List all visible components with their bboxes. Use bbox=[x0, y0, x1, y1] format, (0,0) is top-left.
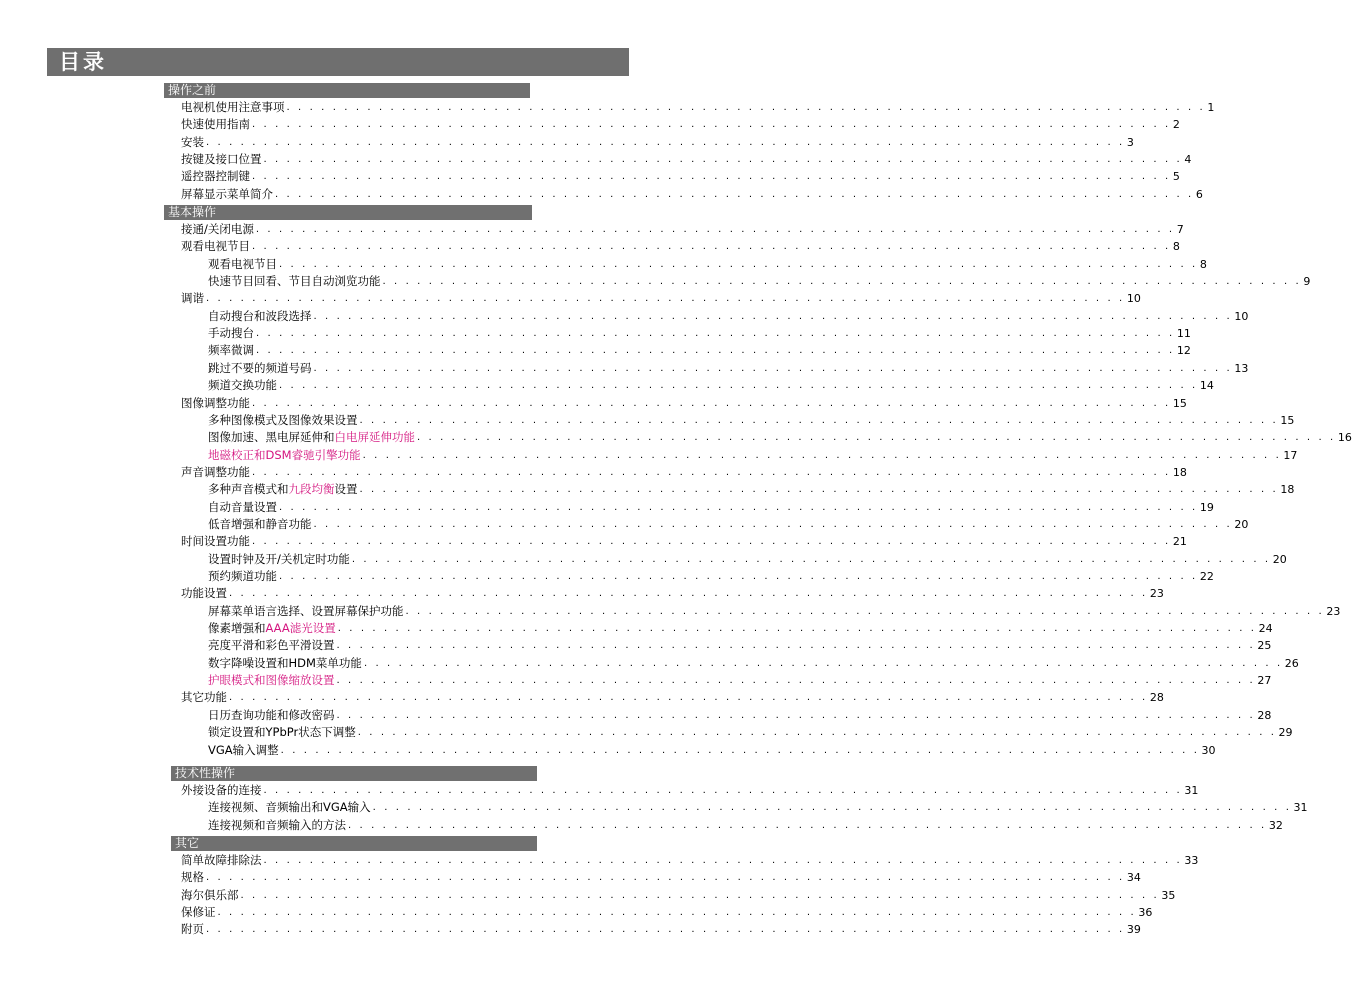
entry-text: 电视机使用注意事项 bbox=[181, 100, 285, 114]
page-number: 26 bbox=[1284, 656, 1299, 670]
entry-text: 声音调整功能 bbox=[181, 464, 250, 479]
entry-text: 设置时钟及开/关机定时功能 bbox=[208, 551, 350, 566]
toc-entry[interactable] bbox=[208, 377, 1214, 394]
entry-text: 保修证 bbox=[181, 905, 216, 920]
toc-entry[interactable] bbox=[208, 742, 1216, 759]
page-number: 8 bbox=[1199, 257, 1207, 271]
toc-entry[interactable] bbox=[208, 360, 1249, 377]
toc-entry[interactable] bbox=[181, 238, 1180, 255]
entry-text: 其它功能 bbox=[181, 690, 227, 705]
toc-entry[interactable] bbox=[181, 921, 1141, 938]
page-number: 30 bbox=[1201, 743, 1216, 757]
toc-entry[interactable] bbox=[208, 447, 1298, 464]
section-header bbox=[164, 205, 532, 220]
page-number: 21 bbox=[1172, 535, 1187, 549]
entry-text: 功能设置 bbox=[181, 586, 227, 601]
entry-text: 图像加速、黑电屏延伸和 bbox=[208, 430, 335, 445]
dot-leader: . . . . . . . . . . . . . . . . . . . . . . . . . . . . . . . . . . . . . . . . . . . . . . . . . . . . . . . . . . . . . . . . . . . . . . . . . . . . . . . . bbox=[256, 328, 1175, 340]
toc-entry-title bbox=[208, 516, 312, 533]
dot-leader: . . . . . . . . . . . . . . . . . . . . . . . . . . . . . . . . . . . . . . . . . . . . . . . . . . . . . . . . . . . . . . . . . . . . . . . . . . . . . . . . bbox=[229, 588, 1148, 600]
page-number: 8 bbox=[1172, 240, 1180, 254]
entry-text: 按键及接口位置 bbox=[181, 152, 262, 167]
toc-entry-title bbox=[181, 99, 285, 116]
page-number: 1 bbox=[1207, 101, 1215, 114]
toc-entry-title bbox=[181, 464, 250, 481]
dot-leader: . . . . . . . . . . . . . . . . . . . . . . . . . . . . . . . . . . . . . . . . . . . . . . . . . . . . . . . . . . . . . . . . . . . . . . . . . . . . . . . . bbox=[357, 727, 1277, 739]
toc-entry[interactable] bbox=[181, 151, 1192, 168]
toc-entry[interactable] bbox=[208, 499, 1214, 516]
toc-entry[interactable] bbox=[181, 99, 1215, 116]
page-number: 17 bbox=[1283, 448, 1298, 462]
toc-entry-title bbox=[181, 238, 250, 255]
section-heading: 操作之前 bbox=[168, 83, 217, 97]
toc-entry[interactable] bbox=[208, 481, 1295, 498]
page-number: 28 bbox=[1257, 708, 1272, 722]
toc-entry[interactable] bbox=[181, 904, 1153, 921]
toc-entry[interactable] bbox=[181, 585, 1164, 602]
entry-text: 低音增强和静音功能 bbox=[208, 516, 312, 531]
highlighted-text: 地磁校正和DSM睿驰引擎功能 bbox=[208, 447, 361, 462]
page-number: 24 bbox=[1258, 622, 1273, 636]
section-header bbox=[171, 766, 537, 781]
entry-text: 遥控器控制键 bbox=[181, 169, 250, 184]
dot-leader: . . . . . . . . . . . . . . . . . . . . . . . . . . . . . . . . . . . . . . . . . . . . . . . . . . . . . . . . . . . . . . . . . . . . . . . . . . . . . . . . bbox=[252, 536, 1171, 548]
entry-text: 频率微调 bbox=[208, 343, 254, 358]
page-number: 10 bbox=[1126, 292, 1141, 306]
toc-entry[interactable] bbox=[208, 603, 1341, 620]
toc-entry-title bbox=[181, 904, 216, 921]
dot-leader: . . . . . . . . . . . . . . . . . . . . . . . . . . . . . . . . . . . . . . . . . . . . . . . . . . . . . . . . . . . . . . . . . . . . . . . . . . . . . . . . bbox=[313, 310, 1233, 322]
toc-entry-title bbox=[181, 221, 254, 238]
toc-entry-title bbox=[181, 151, 262, 168]
dot-leader: . . . . . . . . . . . . . . . . . . . . . . . . . . . . . . . . . . . . . . . . . . . . . . . . . . . . . . . . . . . . . . . . . . . . . . . . . . . . . . . . bbox=[313, 362, 1233, 374]
toc-entry-title bbox=[208, 342, 254, 359]
dot-leader: . . . . . . . . . . . . . . . . . . . . . . . . . . . . . . . . . . . . . . . . . . . . . . . . . . . . . . . . . . . . . . . . . . . . . . . . . . . . . . . . bbox=[286, 102, 1206, 113]
page-number: 22 bbox=[1199, 570, 1214, 583]
dot-leader: . . . . . . . . . . . . . . . . . . . . . . . . . . . . . . . . . . . . . . . . . . . . . . . . . . . . . . . . . . . . . . . . . . . . . . . . . . . . . . . . bbox=[359, 414, 1279, 426]
page-number: 19 bbox=[1199, 500, 1214, 514]
page-number: 13 bbox=[1234, 361, 1249, 375]
entry-text: 频道交换功能 bbox=[208, 378, 277, 393]
dot-leader: . . . . . . . . . . . . . . . . . . . . . . . . . . . . . . . . . . . . . . . . . . . . . . . . . . . . . . . . . . . . . . . . . . . . . . . . . . . . . . . . bbox=[252, 119, 1171, 131]
toc-entry-title bbox=[181, 533, 250, 550]
entry-text: 附页 bbox=[181, 922, 204, 937]
entry-text: 亮度平滑和彩色平滑设置 bbox=[208, 638, 335, 653]
page-number: 4 bbox=[1184, 153, 1192, 167]
page-number: 29 bbox=[1278, 726, 1293, 740]
highlighted-text: 护眼模式和图像缩放设置 bbox=[208, 673, 335, 688]
dot-leader: . . . . . . . . . . . . . . . . . . . . . . . . . . . . . . . . . . . . . . . . . . . . . . . . . . . . . . . . . . . . . . . . . . . . . . . . . . . . . . . . bbox=[280, 744, 1200, 756]
entry-text: 多种图像模式及图像效果设置 bbox=[208, 412, 358, 427]
dot-leader: . . . . . . . . . . . . . . . . . . . . . . . . . . . . . . . . . . . . . . . . . . . . . . . . . . . . . . . . . . . . . . . . . . . . . . . . . . . . . . . . bbox=[336, 709, 1256, 721]
entry-text: 快速使用指南 bbox=[181, 117, 250, 132]
toc-entry[interactable] bbox=[181, 186, 1203, 203]
toc-entry[interactable] bbox=[208, 568, 1214, 585]
page-number: 12 bbox=[1176, 344, 1191, 358]
dot-leader: . . . . . . . . . . . . . . . . . . . . . . . . . . . . . . . . . . . . . . . . . . . . . . . . . . . . . . . . . . . . . . . . . . . . . . . . . . . . . . . . bbox=[206, 136, 1125, 148]
page-number: 31 bbox=[1293, 801, 1308, 815]
dot-leader: . . . . . . . . . . . . . . . . . . . . . . . . . . . . . . . . . . . . . . . . . . . . . . . . . . . . . . . . . . . . . . . . . . . . . . . . . . . . . . . . bbox=[229, 692, 1148, 704]
toc-entry[interactable] bbox=[208, 707, 1272, 724]
entry-text: 手动搜台 bbox=[208, 326, 254, 341]
toc-entry[interactable] bbox=[181, 689, 1164, 706]
page-number: 11 bbox=[1176, 327, 1191, 341]
toc-entry-title bbox=[208, 377, 277, 394]
toc-entry-title bbox=[208, 707, 335, 724]
page-number: 20 bbox=[1272, 552, 1287, 566]
dot-leader: . . . . . . . . . . . . . . . . . . . . . . . . . . . . . . . . . . . . . . . . . . . . . . . . . . . . . . . . . . . . . . . . . . . . . . . . . . . . . . . . bbox=[337, 623, 1257, 635]
page-number: 7 bbox=[1176, 223, 1184, 236]
toc-entry[interactable] bbox=[181, 116, 1180, 133]
dot-leader: . . . . . . . . . . . . . . . . . . . . . . . . . . . . . . . . . . . . . . . . . . . . . . . . . . . . . . . . . . . . . . . . . . . . . . . . . . . . . . . . bbox=[263, 154, 1183, 166]
toc-entry-title bbox=[208, 672, 335, 689]
page-number: 16 bbox=[1337, 431, 1352, 445]
toc-entry-title bbox=[208, 724, 356, 741]
toc-entry-title bbox=[208, 447, 361, 464]
toc-entry[interactable] bbox=[208, 672, 1272, 689]
page-number: 27 bbox=[1257, 674, 1272, 688]
section-heading: 技术性操作 bbox=[175, 766, 236, 780]
entry-text: 海尔俱乐部 bbox=[181, 887, 239, 902]
section-header bbox=[171, 836, 537, 851]
page-number: 39 bbox=[1126, 923, 1141, 937]
toc-entry[interactable] bbox=[208, 342, 1191, 359]
toc-entry-title bbox=[181, 887, 239, 904]
entry-text: 连接视频、音频输出和VGA输入 bbox=[208, 800, 371, 815]
entry-text: 屏幕菜单语言选择、设置屏幕保护功能 bbox=[208, 603, 404, 618]
page-number: 25 bbox=[1257, 639, 1272, 653]
entry-text: 多种声音模式和 bbox=[208, 482, 289, 497]
page-number: 23 bbox=[1326, 604, 1341, 618]
dot-leader: . . . . . . . . . . . . . . . . . . . . . . . . . . . . . . . . . . . . . . . . . . . . . . . . . . . . . . . . . . . . . . . . . . . . . . . . . . . . . . . . bbox=[240, 889, 1160, 901]
toc-entry-title bbox=[181, 168, 250, 185]
toc-entry-title bbox=[181, 921, 204, 938]
entry-text: 屏幕显示菜单简介 bbox=[181, 186, 273, 201]
page-number: 28 bbox=[1149, 691, 1164, 705]
section-heading: 基本操作 bbox=[168, 205, 217, 219]
page-number: 10 bbox=[1234, 309, 1249, 323]
dot-leader: . . . . . . . . . . . . . . . . . . . . . . . . . . . . . . . . . . . . . . . . . . . . . . . . . . . . . . . . . . . . . . . . . . . . . . . . . . . . . . . . bbox=[351, 553, 1271, 565]
title-bar bbox=[47, 48, 629, 76]
entry-text: 日历查询功能和修改密码 bbox=[208, 707, 335, 722]
toc-entry[interactable] bbox=[208, 256, 1207, 273]
toc-entry[interactable] bbox=[208, 325, 1191, 342]
entry-text: VGA输入调整 bbox=[208, 742, 279, 757]
entry-text: 预约频道功能 bbox=[208, 569, 277, 583]
toc-entry[interactable] bbox=[181, 782, 1199, 799]
toc-entry-title bbox=[208, 273, 381, 290]
highlighted-text: AAA滤光设置 bbox=[265, 621, 336, 636]
dot-leader: . . . . . . . . . . . . . . . . . . . . . . . . . . . . . . . . . . . . . . . . . . . . . . . . . . . . . . . . . . . . . . . . . . . . . . . . . . . . . . . . bbox=[263, 855, 1183, 866]
entry-text: 锁定设置和YPbPr状态下调整 bbox=[208, 725, 356, 740]
toc-entry-title bbox=[208, 360, 312, 377]
toc-entry-title bbox=[208, 325, 254, 342]
toc-entry-title bbox=[208, 308, 312, 325]
section-header bbox=[164, 83, 530, 98]
toc-entry[interactable] bbox=[208, 637, 1272, 654]
toc-entry[interactable] bbox=[181, 134, 1134, 151]
entry-text: 自动搜台和波段选择 bbox=[208, 308, 312, 323]
toc-entry-title bbox=[208, 568, 277, 585]
page-number: 3 bbox=[1126, 135, 1134, 149]
toc-entry[interactable] bbox=[181, 852, 1199, 869]
toc-entry-title bbox=[208, 429, 415, 446]
page-number: 31 bbox=[1184, 784, 1199, 797]
toc-entry-title bbox=[208, 655, 362, 672]
highlighted-text: 白电屏延伸功能 bbox=[334, 430, 415, 445]
toc-entry[interactable] bbox=[181, 869, 1141, 886]
toc-entry[interactable] bbox=[208, 817, 1283, 834]
dot-leader: . . . . . . . . . . . . . . . . . . . . . . . . . . . . . . . . . . . . . . . . . . . . . . . . . . . . . . . . . . . . . . . . . . . . . . . . . . . . . . . . bbox=[206, 872, 1125, 884]
dot-leader: . . . . . . . . . . . . . . . . . . . . . . . . . . . . . . . . . . . . . . . . . . . . . . . . . . . . . . . . . . . . . . . . . . . . . . . . . . . . . . . . bbox=[252, 171, 1171, 183]
toc-entry[interactable] bbox=[208, 799, 1308, 816]
toc-entry-title bbox=[181, 116, 250, 133]
dot-leader: . . . . . . . . . . . . . . . . . . . . . . . . . . . . . . . . . . . . . . . . . . . . . . . . . . . . . . . . . . . . . . . . . . . . . . . . . . . . . . . . bbox=[255, 224, 1175, 235]
toc-entry-title bbox=[181, 782, 262, 799]
page-number: 23 bbox=[1149, 587, 1164, 601]
entry-text: 快速节目回看、节目自动浏览功能 bbox=[208, 274, 381, 289]
dot-leader: . . . . . . . . . . . . . . . . . . . . . . . . . . . . . . . . . . . . . . . . . . . . . . . . . . . . . . . . . . . . . . . . . . . . . . . . . . . . . . . . bbox=[372, 802, 1292, 814]
entry-text: 像素增强和 bbox=[208, 621, 266, 636]
entry-text: 规格 bbox=[181, 870, 204, 885]
entry-text: 接通/关闭电源 bbox=[181, 222, 254, 236]
dot-leader: . . . . . . . . . . . . . . . . . . . . . . . . . . . . . . . . . . . . . . . . . . . . . . . . . . . . . . . . . . . . . . . . . . . . . . . . . . . . . . . . bbox=[217, 907, 1137, 919]
toc-entry[interactable] bbox=[208, 620, 1273, 637]
dot-leader: . . . . . . . . . . . . . . . . . . . . . . . . . . . . . . . . . . . . . . . . . . . . . . . . . . . . . . . . . . . . . . . . . . . . . . . . . . . . . . . . bbox=[405, 605, 1325, 617]
toc-entry[interactable] bbox=[208, 412, 1295, 429]
entry-text: 观看电视节目 bbox=[181, 239, 250, 254]
page-number: 15 bbox=[1280, 413, 1295, 427]
page-number: 2 bbox=[1172, 118, 1180, 132]
toc-entry-title bbox=[208, 637, 335, 654]
toc-entry[interactable] bbox=[181, 290, 1141, 307]
entry-text: 数字降噪设置和HDM菜单功能 bbox=[208, 655, 362, 670]
page-number: 5 bbox=[1172, 170, 1180, 184]
toc-entry[interactable] bbox=[181, 887, 1176, 904]
toc-entry-title bbox=[208, 742, 279, 759]
toc-entry[interactable] bbox=[181, 464, 1187, 481]
dot-leader: . . . . . . . . . . . . . . . . . . . . . . . . . . . . . . . . . . . . . . . . . . . . . . . . . . . . . . . . . . . . . . . . . . . . . . . . . . . . . . . . bbox=[359, 484, 1279, 496]
toc-entry-title bbox=[208, 256, 277, 273]
highlighted-text: 九段均衡 bbox=[288, 482, 335, 497]
entry-text: 自动音量设置 bbox=[208, 499, 277, 514]
dot-leader: . . . . . . . . . . . . . . . . . . . . . . . . . . . . . . . . . . . . . . . . . . . . . . . . . . . . . . . . . . . . . . . . . . . . . . . . . . . . . . . . bbox=[363, 657, 1283, 669]
toc-entry-title bbox=[181, 689, 227, 706]
toc-entry-title bbox=[208, 499, 277, 516]
toc-entry[interactable] bbox=[208, 273, 1311, 290]
entry-text: 设置 bbox=[334, 482, 358, 497]
dot-leader: . . . . . . . . . . . . . . . . . . . . . . . . . . . . . . . . . . . . . . . . . . . . . . . . . . . . . . . . . . . . . . . . . . . . . . . . . . . . . . . . bbox=[313, 518, 1233, 530]
dot-leader: . . . . . . . . . . . . . . . . . . . . . . . . . . . . . . . . . . . . . . . . . . . . . . . . . . . . . . . . . . . . . . . . . . . . . . . . . . . . . . . . bbox=[263, 785, 1183, 796]
entry-text: 调谐 bbox=[181, 291, 204, 306]
toc-entry-title bbox=[181, 869, 204, 886]
toc-entry-title bbox=[208, 817, 346, 834]
toc-entry-title bbox=[208, 551, 350, 568]
dot-leader: . . . . . . . . . . . . . . . . . . . . . . . . . . . . . . . . . . . . . . . . . . . . . . . . . . . . . . . . . . . . . . . . . . . . . . . . . . . . . . . . bbox=[275, 188, 1194, 200]
page-number: 33 bbox=[1184, 854, 1199, 867]
page-number: 32 bbox=[1268, 818, 1283, 832]
page-number: 6 bbox=[1195, 187, 1203, 201]
toc-entry-title bbox=[181, 186, 273, 203]
page-number: 15 bbox=[1172, 396, 1187, 410]
dot-leader: . . . . . . . . . . . . . . . . . . . . . . . . . . . . . . . . . . . . . . . . . . . . . . . . . . . . . . . . . . . . . . . . . . . . . . . . . . . . . . . . bbox=[252, 397, 1171, 409]
page-number: 18 bbox=[1280, 483, 1295, 497]
page-number: 9 bbox=[1303, 275, 1311, 289]
toc-entry-title bbox=[181, 290, 204, 307]
dot-leader: . . . . . . . . . . . . . . . . . . . . . . . . . . . . . . . . . . . . . . . . . . . . . . . . . . . . . . . . . . . . . . . . . . . . . . . . . . . . . . . . bbox=[252, 466, 1171, 478]
toc-entry[interactable] bbox=[181, 221, 1184, 238]
entry-text: 外接设备的连接 bbox=[181, 783, 262, 797]
entry-text: 安装 bbox=[181, 134, 204, 149]
toc-entry-title bbox=[208, 481, 358, 498]
page-title: 目录 bbox=[59, 50, 107, 74]
entry-text: 跳过不要的频道号码 bbox=[208, 360, 312, 375]
dot-leader: . . . . . . . . . . . . . . . . . . . . . . . . . . . . . . . . . . . . . . . . . . . . . . . . . . . . . . . . . . . . . . . . . . . . . . . . . . . . . . . . bbox=[279, 501, 1198, 513]
toc-entry[interactable] bbox=[181, 395, 1187, 412]
toc-entry-title bbox=[181, 852, 262, 869]
dot-leader: . . . . . . . . . . . . . . . . . . . . . . . . . . . . . . . . . . . . . . . . . . . . . . . . . . . . . . . . . . . . . . . . . . . . . . . . . . . . . . . . bbox=[336, 640, 1256, 652]
page-number: 36 bbox=[1138, 906, 1153, 920]
section-heading: 其它 bbox=[175, 836, 200, 850]
dot-leader: . . . . . . . . . . . . . . . . . . . . . . . . . . . . . . . . . . . . . . . . . . . . . . . . . . . . . . . . . . . . . . . . . . . . . . . . . . . . . . . . bbox=[206, 924, 1125, 936]
toc-entry[interactable] bbox=[208, 308, 1249, 325]
page-number: 35 bbox=[1161, 888, 1176, 902]
entry-text: 图像调整功能 bbox=[181, 395, 250, 410]
entry-text: 时间设置功能 bbox=[181, 534, 250, 549]
dot-leader: . . . . . . . . . . . . . . . . . . . . . . . . . . . . . . . . . . . . . . . . . . . . . . . . . . . . . . . . . . . . . . . . . . . . . . . . . . . . . . . . bbox=[256, 345, 1175, 357]
page-number: 34 bbox=[1126, 871, 1141, 885]
toc-entry-title bbox=[208, 620, 336, 637]
dot-leader: . . . . . . . . . . . . . . . . . . . . . . . . . . . . . . . . . . . . . . . . . . . . . . . . . . . . . . . . . . . . . . . . . . . . . . . . . . . . . . . . bbox=[252, 241, 1171, 253]
toc-entry[interactable] bbox=[181, 168, 1180, 185]
toc-entry[interactable] bbox=[208, 429, 1352, 446]
page-number: 20 bbox=[1234, 517, 1249, 531]
dot-leader: . . . . . . . . . . . . . . . . . . . . . . . . . . . . . . . . . . . . . . . . . . . . . . . . . . . . . . . . . . . . . . . . . . . . . . . . . . . . . . . . bbox=[336, 675, 1256, 687]
toc-entry-title bbox=[181, 134, 204, 151]
toc-entry-title bbox=[208, 412, 358, 429]
dot-leader: . . . . . . . . . . . . . . . . . . . . . . . . . . . . . . . . . . . . . . . . . . . . . . . . . . . . . . . . . . . . . . . . . . . . . . . . . . . . . . . . bbox=[382, 276, 1302, 288]
toc-entry-title bbox=[208, 799, 371, 816]
entry-text: 连接视频和音频输入的方法 bbox=[208, 817, 346, 832]
toc-entry-title bbox=[181, 395, 250, 412]
entry-text: 观看电视节目 bbox=[208, 256, 277, 271]
page-number: 14 bbox=[1199, 379, 1214, 393]
toc-entry-title bbox=[181, 585, 227, 602]
toc-entry[interactable] bbox=[181, 533, 1187, 550]
toc-entry[interactable] bbox=[208, 655, 1299, 672]
dot-leader: . . . . . . . . . . . . . . . . . . . . . . . . . . . . . . . . . . . . . . . . . . . . . . . . . . . . . . . . . . . . . . . . . . . . . . . . . . . . . . . . bbox=[279, 258, 1198, 270]
toc-entry[interactable] bbox=[208, 724, 1293, 741]
entry-text: 简单故障排除法 bbox=[181, 853, 262, 867]
dot-leader: . . . . . . . . . . . . . . . . . . . . . . . . . . . . . . . . . . . . . . . . . . . . . . . . . . . . . . . . . . . . . . . . . . . . . . . . . . . . . . . . bbox=[279, 571, 1198, 582]
dot-leader: . . . . . . . . . . . . . . . . . . . . . . . . . . . . . . . . . . . . . . . . . . . . . . . . . . . . . . . . . . . . . . . . . . . . . . . . . . . . . . . . bbox=[362, 449, 1282, 461]
toc-entry-title bbox=[208, 603, 404, 620]
dot-leader: . . . . . . . . . . . . . . . . . . . . . . . . . . . . . . . . . . . . . . . . . . . . . . . . . . . . . . . . . . . . . . . . . . . . . . . . . . . . . . . . bbox=[417, 432, 1336, 444]
dot-leader: . . . . . . . . . . . . . . . . . . . . . . . . . . . . . . . . . . . . . . . . . . . . . . . . . . . . . . . . . . . . . . . . . . . . . . . . . . . . . . . . bbox=[279, 380, 1198, 392]
dot-leader: . . . . . . . . . . . . . . . . . . . . . . . . . . . . . . . . . . . . . . . . . . . . . . . . . . . . . . . . . . . . . . . . . . . . . . . . . . . . . . . . bbox=[206, 293, 1125, 305]
dot-leader: . . . . . . . . . . . . . . . . . . . . . . . . . . . . . . . . . . . . . . . . . . . . . . . . . . . . . . . . . . . . . . . . . . . . . . . . . . . . . . . . bbox=[348, 819, 1267, 831]
toc-entry[interactable] bbox=[208, 551, 1287, 568]
toc-entry[interactable] bbox=[208, 516, 1249, 533]
page-number: 18 bbox=[1172, 465, 1187, 479]
